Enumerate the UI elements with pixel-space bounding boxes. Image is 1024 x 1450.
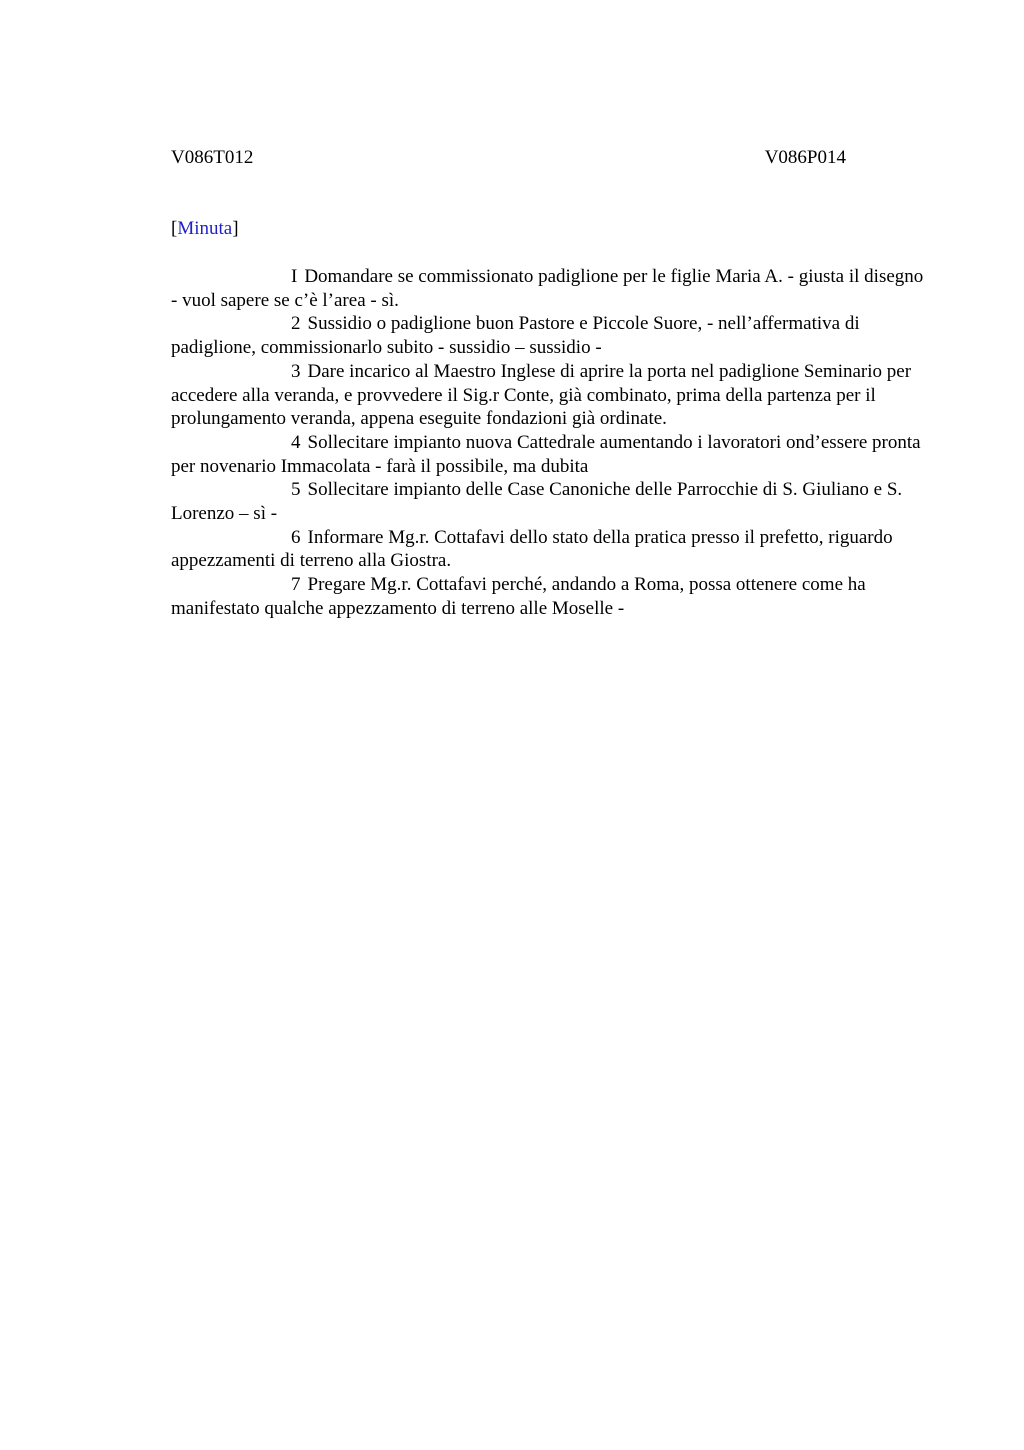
right-document-code: V086P014 [764,147,846,168]
minuta-link[interactable]: Minuta [177,218,233,239]
item-text: Domandare se commissionato padiglione per le figlie Maria A. - giusta il disegno - vuol sapere se c’è l’area - sì. [171,266,924,311]
list-item [171,478,926,525]
item-text: Sollecitare impianto nuova Cattedrale aumentando i lavoratori ond’essere pronta per novenario Immacolata - farà il possibile, ma dubita [171,431,921,477]
document-body [171,265,926,621]
label-open-bracket: [ [171,218,178,239]
list-item [171,312,926,359]
document-label [171,217,239,241]
item-number: 2 [291,313,301,335]
list-item [171,431,926,478]
item-number: I [291,266,298,287]
list-item [171,265,926,312]
item-text: Informare Mg.r. Cottafavi dello stato della pratica presso il prefetto, riguardo appezzamenti di terreno alla Giostra. [171,526,893,572]
item-text: Sussidio o padiglione buon Pastore e Piccole Suore, - nell’affermativa di padiglione, commissionarlo subito - sussidio – sussidio - [171,313,860,359]
label-close-bracket: ] [232,218,239,239]
list-item [171,360,926,431]
item-text: Pregare Mg.r. Cottafavi perché, andando a Roma, possa ottenere come ha manifestato qualche appezzamento di terreno alle Moselle - [171,574,866,619]
item-text: Dare incarico al Maestro Inglese di aprire la porta nel padiglione Seminario per accedere alla veranda, e provvedere il Sig.r Conte, già combinato, prima della partenza per il prolungamento veranda, appena eseguite fondazioni già ordinate. [171,360,912,430]
item-number: 7 [291,574,301,596]
item-number: 5 [291,479,301,501]
item-number: 3 [291,360,301,382]
list-item [171,526,926,573]
item-text: Sollecitare impianto delle Case Canoniche delle Parrocchie di S. Giuliano e S. Lorenzo – sì - [171,479,903,525]
item-number: 6 [291,526,301,548]
left-document-code: V086T012 [171,147,254,168]
item-number: 4 [291,431,301,453]
list-item [171,573,926,620]
